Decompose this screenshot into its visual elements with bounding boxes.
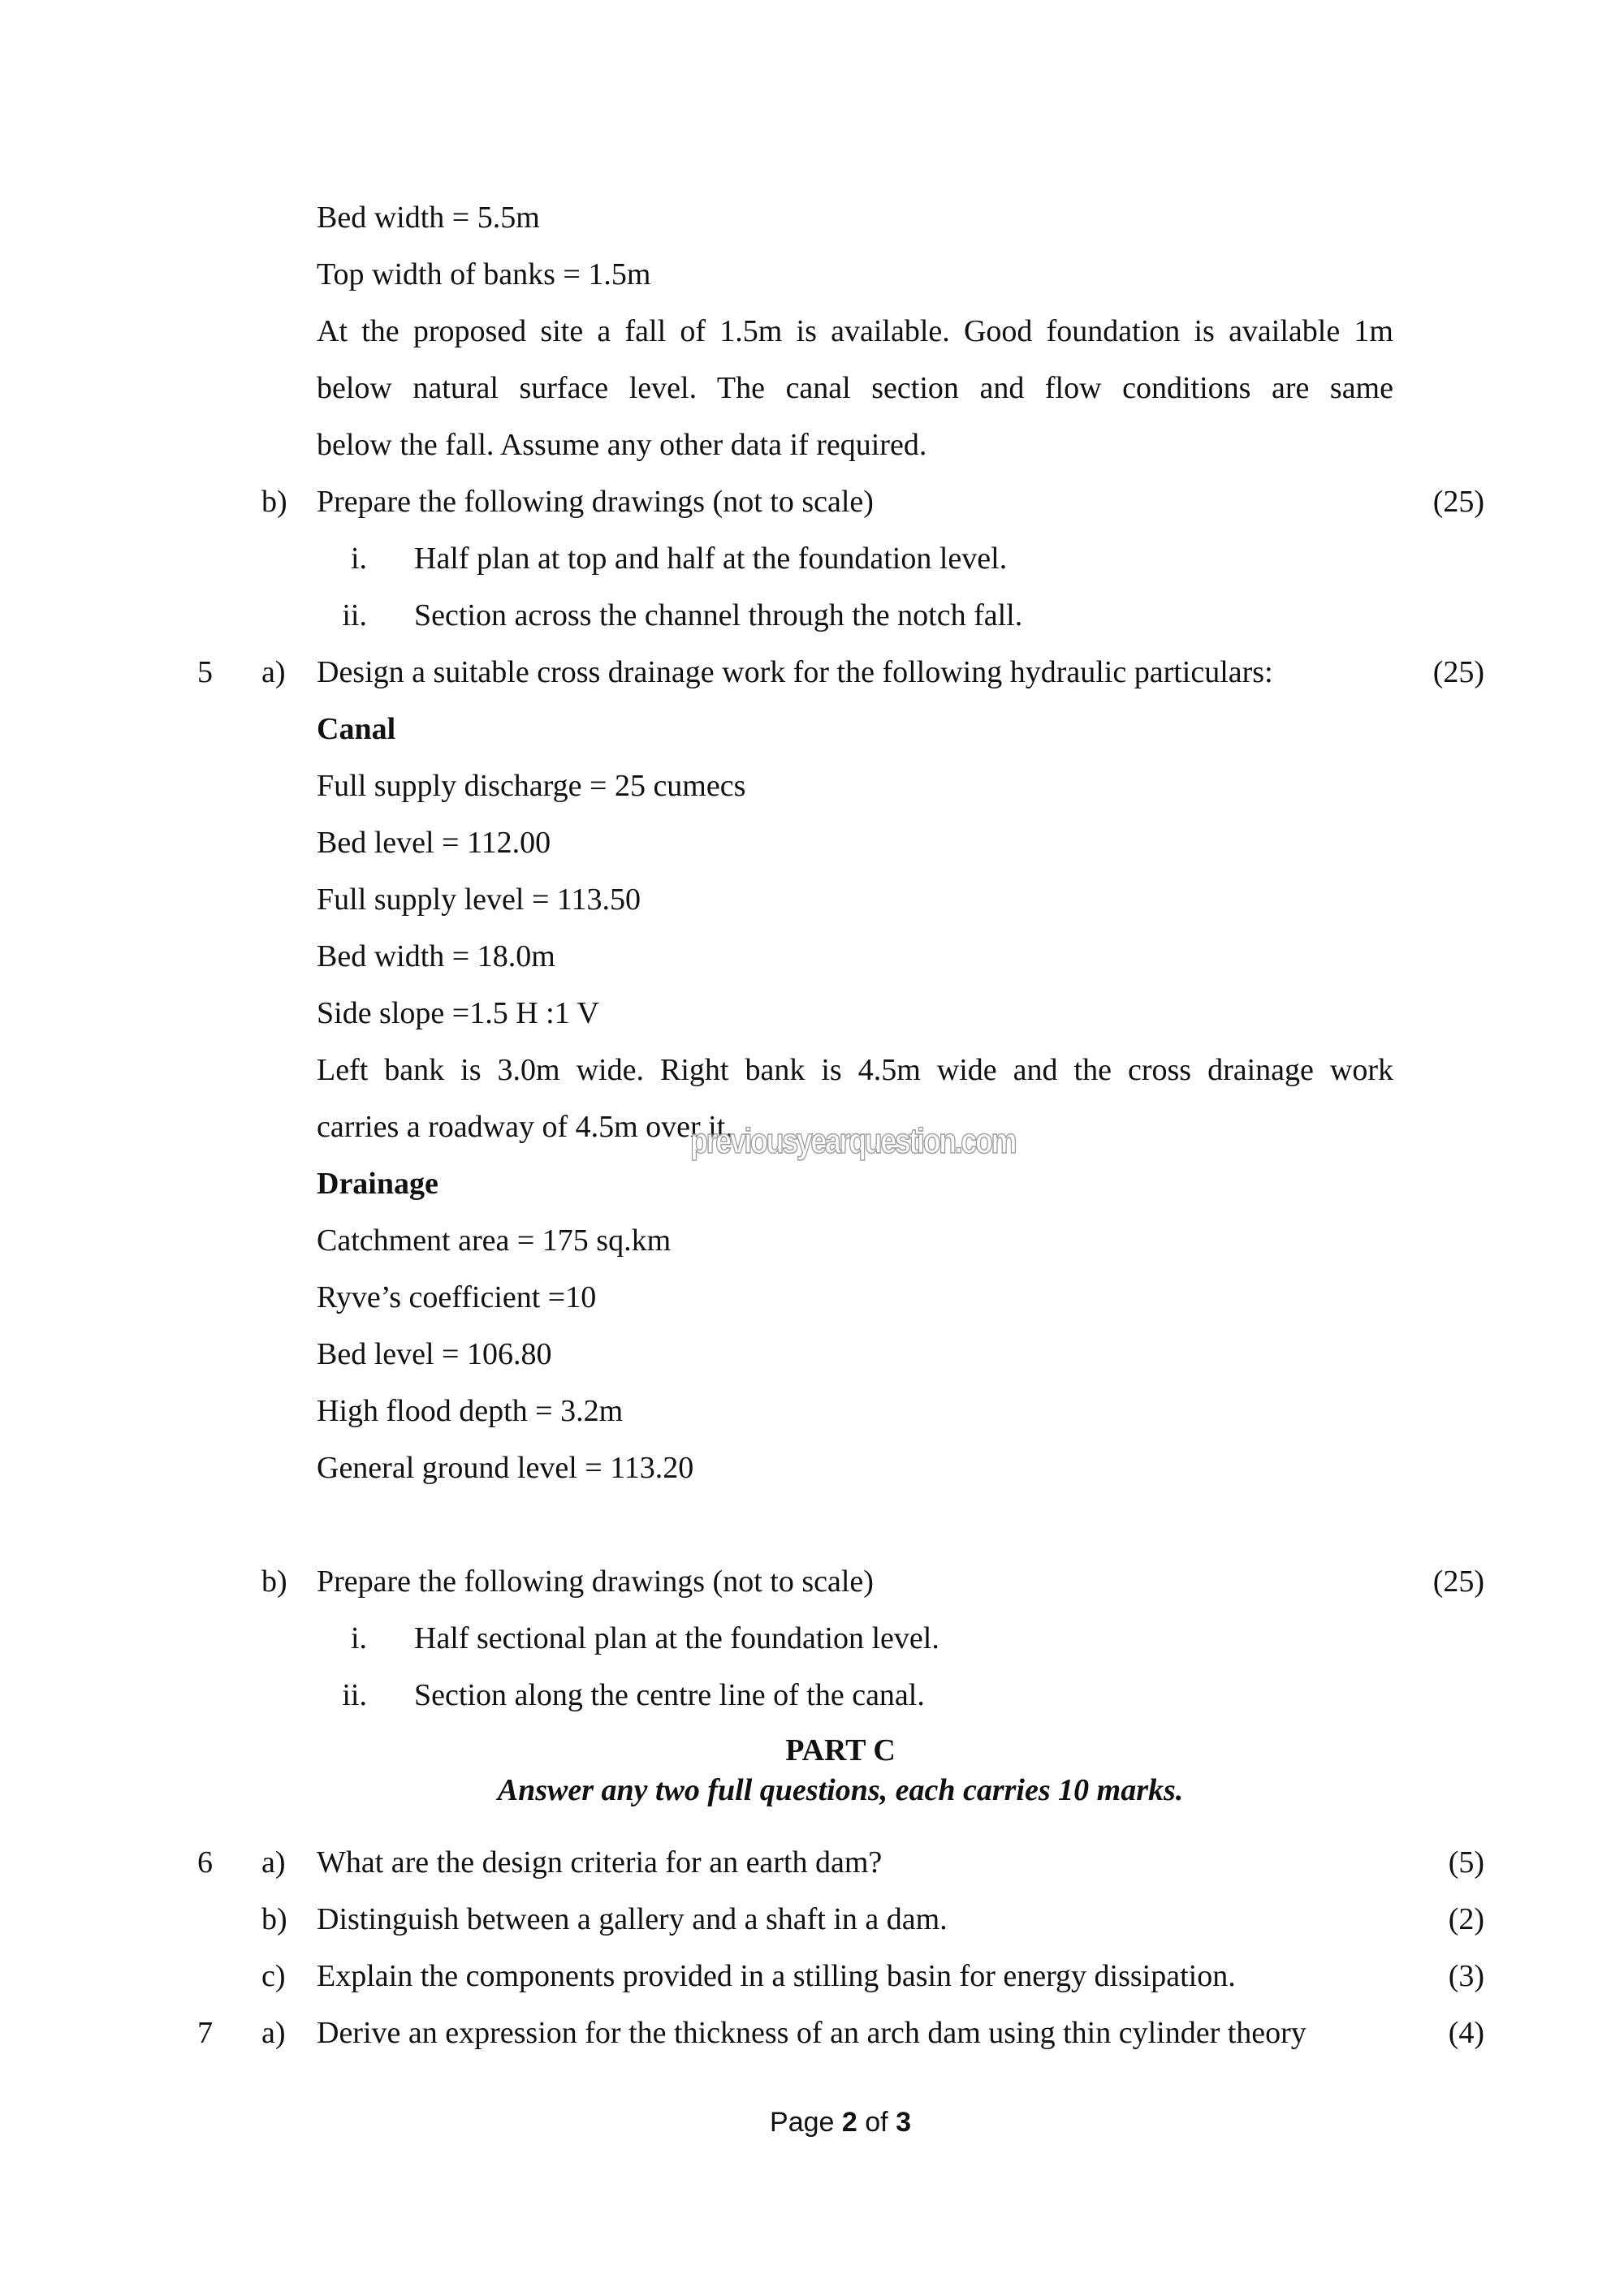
q4b-item-1-text: Half plan at top and half at the foundation level. bbox=[414, 542, 1008, 576]
part-c-instruction: Answer any two full questions, each carries 10 marks. bbox=[497, 1773, 1184, 1807]
q6c-text: Explain the components provided in a stilling basin for energy dissipation. bbox=[317, 1959, 1236, 1993]
canal-bank-line-2: carries a roadway of 4.5m over it. bbox=[317, 1110, 733, 1144]
q4b-item-2-text: Section across the channel through the notch fall. bbox=[414, 598, 1023, 632]
q7a-label: a) bbox=[261, 2016, 286, 2050]
q5b-item-1-text: Half sectional plan at the foundation level. bbox=[414, 1621, 939, 1655]
canal-bed-level: Bed level = 112.00 bbox=[317, 826, 551, 860]
q5a-text: Design a suitable cross drainage work for the following hydraulic particulars: bbox=[317, 655, 1273, 689]
q4b-text: Prepare the following drawings (not to scale) bbox=[317, 485, 874, 519]
q4b-item-1-number: i. bbox=[350, 542, 367, 576]
part-c-title: PART C bbox=[785, 1733, 896, 1767]
q7a-marks: (4) bbox=[1448, 2016, 1484, 2050]
q5a-label: a) bbox=[261, 655, 286, 689]
q6a-marks: (5) bbox=[1448, 1845, 1484, 1880]
canal-side-slope: Side slope =1.5 H :1 V bbox=[317, 996, 599, 1030]
q6b-label: b) bbox=[261, 1902, 287, 1936]
q5b-text: Prepare the following drawings (not to scale) bbox=[317, 1564, 874, 1599]
canal-discharge: Full supply discharge = 25 cumecs bbox=[317, 769, 746, 803]
footer-of-word: of bbox=[865, 2107, 888, 2138]
q6b-text: Distinguish between a gallery and a shaft in a dam. bbox=[317, 1902, 948, 1936]
q4a-bed-width: Bed width = 5.5m bbox=[317, 201, 540, 235]
q4a-top-width: Top width of banks = 1.5m bbox=[317, 257, 651, 291]
q6b-marks: (2) bbox=[1448, 1902, 1484, 1936]
q5b-label: b) bbox=[261, 1564, 287, 1599]
footer-page-word: Page bbox=[770, 2107, 835, 2138]
q5b-marks: (25) bbox=[1432, 1564, 1484, 1599]
drainage-high-flood-depth: High flood depth = 3.2m bbox=[317, 1394, 624, 1428]
canal-heading: Canal bbox=[317, 712, 396, 746]
canal-full-supply-level: Full supply level = 113.50 bbox=[317, 883, 641, 917]
drainage-ground-level: General ground level = 113.20 bbox=[317, 1451, 694, 1485]
drainage-catchment-area: Catchment area = 175 sq.km bbox=[317, 1224, 672, 1258]
q6-number: 6 bbox=[197, 1845, 213, 1880]
q4b-item-2-number: ii. bbox=[342, 598, 367, 632]
q4a-paragraph-line-1: At the proposed site a fall of 1.5m is available. Good foundation is available 1m bbox=[317, 314, 1393, 348]
q4a-paragraph-line-3: below the fall. Assume any other data if required. bbox=[317, 428, 927, 462]
footer-total-pages: 3 bbox=[896, 2107, 911, 2138]
q5b-item-2-number: ii. bbox=[342, 1678, 367, 1712]
q5b-item-2-text: Section along the centre line of the canal. bbox=[414, 1678, 925, 1712]
q4a-paragraph-line-2: below natural surface level. The canal section and flow conditions are same bbox=[317, 371, 1393, 405]
page-footer bbox=[0, 2108, 1624, 2136]
q6a-text: What are the design criteria for an earth dam? bbox=[317, 1845, 883, 1880]
q7a-text: Derive an expression for the thickness of an arch dam using thin cylinder theory bbox=[317, 2016, 1307, 2050]
drainage-heading: Drainage bbox=[317, 1167, 438, 1201]
q5b-item-1-number: i. bbox=[350, 1621, 367, 1655]
q6c-marks: (3) bbox=[1448, 1959, 1484, 1993]
canal-bank-line-1: Left bank is 3.0m wide. Right bank is 4.5m wide and the cross drainage work bbox=[317, 1053, 1393, 1087]
canal-bed-width: Bed width = 18.0m bbox=[317, 939, 555, 973]
q7-number: 7 bbox=[197, 2016, 213, 2050]
q5a-marks: (25) bbox=[1432, 655, 1484, 689]
q4b-label: b) bbox=[261, 485, 287, 519]
q5-number: 5 bbox=[197, 655, 213, 689]
footer-current-page: 2 bbox=[841, 2107, 857, 2138]
q6c-label: c) bbox=[261, 1959, 286, 1993]
drainage-ryves-coefficient: Ryve’s coefficient =10 bbox=[317, 1280, 597, 1314]
drainage-bed-level: Bed level = 106.80 bbox=[317, 1337, 552, 1371]
q6a-label: a) bbox=[261, 1845, 286, 1880]
q4b-marks: (25) bbox=[1432, 485, 1484, 519]
watermark: previousyearquestion.com bbox=[690, 1121, 1016, 1161]
